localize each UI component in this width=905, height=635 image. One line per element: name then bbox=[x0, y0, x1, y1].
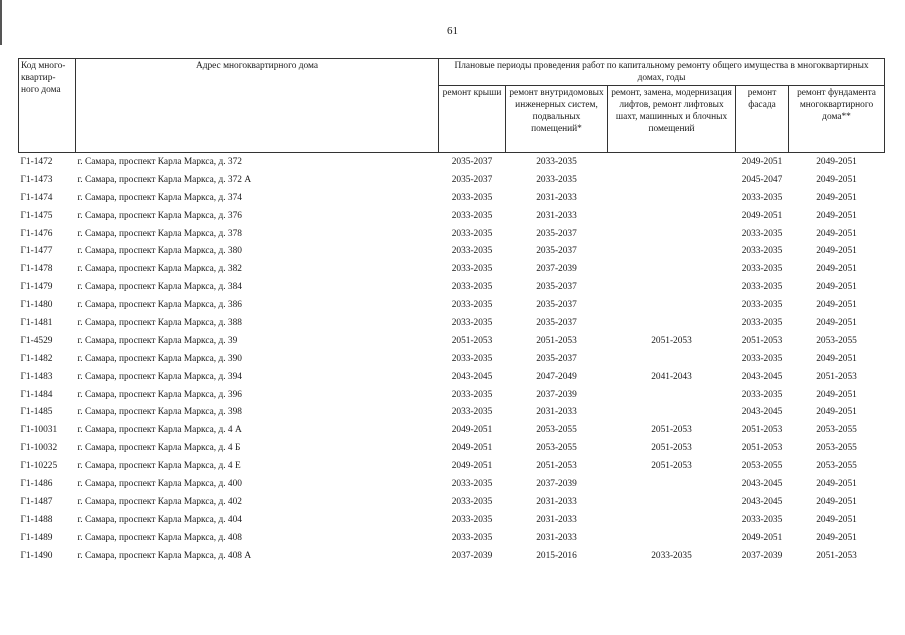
cell-foundation: 2049-2051 bbox=[816, 282, 857, 293]
cell-address: г. Самара, проспект Карла Маркса, д. 4 А bbox=[77, 425, 242, 436]
cell-code: Г1-1473 bbox=[20, 174, 53, 185]
table-row bbox=[19, 171, 885, 189]
cell-foundation: 2049-2051 bbox=[816, 317, 857, 328]
cell-code: Г1-1474 bbox=[20, 192, 53, 203]
cell-code: Г1-1477 bbox=[20, 246, 53, 257]
table-row bbox=[19, 189, 885, 207]
cell-address: г. Самара, проспект Карла Маркса, д. 398 bbox=[77, 407, 242, 418]
cell-facade: 2051-2053 bbox=[741, 425, 783, 436]
table-header bbox=[19, 59, 885, 153]
cell-lifts bbox=[608, 242, 736, 260]
capital-repair-table bbox=[18, 58, 885, 564]
cell-systems: 2037-2039 bbox=[536, 478, 577, 489]
cell-facade: 2037-2039 bbox=[741, 550, 783, 561]
cell-facade: 2043-2045 bbox=[741, 496, 783, 507]
table-row bbox=[19, 225, 885, 243]
cell-foundation: 2053-2055 bbox=[816, 335, 857, 346]
cell-roof: 2033-2035 bbox=[451, 389, 493, 400]
cell-systems: 2015-2016 bbox=[536, 550, 577, 561]
cell-code: Г1-1482 bbox=[20, 353, 53, 364]
cell-roof: 2033-2035 bbox=[451, 514, 493, 525]
cell-address: г. Самара, проспект Карла Маркса, д. 374 bbox=[77, 192, 242, 203]
cell-lifts bbox=[608, 475, 736, 493]
cell-facade: 2051-2053 bbox=[741, 335, 783, 346]
table-row bbox=[19, 278, 885, 296]
cell-address: г. Самара, проспект Карла Маркса, д. 386 bbox=[77, 300, 242, 311]
cell-systems: 2035-2037 bbox=[536, 300, 577, 311]
table-row bbox=[19, 475, 885, 493]
cell-roof: 2033-2035 bbox=[451, 478, 493, 489]
cell-code: Г1-1475 bbox=[20, 210, 53, 221]
page-edge-line bbox=[0, 0, 2, 45]
cell-roof: 2033-2035 bbox=[451, 300, 493, 311]
cell-systems: 2053-2055 bbox=[536, 443, 577, 454]
cell-lifts: 2033-2035 bbox=[651, 550, 692, 561]
cell-roof: 2033-2035 bbox=[451, 407, 493, 418]
cell-roof: 2033-2035 bbox=[451, 317, 493, 328]
table-row bbox=[19, 403, 885, 421]
cell-foundation: 2051-2053 bbox=[816, 550, 857, 561]
cell-roof: 2035-2037 bbox=[451, 156, 493, 167]
cell-foundation: 2049-2051 bbox=[816, 389, 857, 400]
cell-address: г. Самара, проспект Карла Маркса, д. 400 bbox=[77, 478, 242, 489]
table-row bbox=[19, 368, 885, 386]
cell-foundation: 2049-2051 bbox=[816, 156, 857, 167]
cell-roof: 2033-2035 bbox=[451, 496, 493, 507]
table-row bbox=[19, 457, 885, 475]
cell-lifts bbox=[608, 350, 736, 368]
cell-systems: 2053-2055 bbox=[536, 425, 577, 436]
table-row bbox=[19, 439, 885, 457]
cell-roof: 2033-2035 bbox=[451, 246, 493, 257]
table-row bbox=[19, 386, 885, 404]
cell-facade: 2033-2035 bbox=[741, 228, 783, 239]
cell-roof: 2033-2035 bbox=[451, 228, 493, 239]
cell-facade: 2033-2035 bbox=[741, 353, 783, 364]
cell-foundation: 2049-2051 bbox=[816, 353, 857, 364]
cell-address: г. Самара, проспект Карла Маркса, д. 388 bbox=[77, 317, 242, 328]
table-row bbox=[19, 529, 885, 547]
cell-foundation: 2049-2051 bbox=[816, 532, 857, 543]
table-row bbox=[19, 511, 885, 529]
table-body bbox=[19, 153, 885, 565]
cell-address: г. Самара, проспект Карла Маркса, д. 408 А bbox=[77, 550, 252, 561]
cell-lifts: 2051-2053 bbox=[651, 335, 692, 346]
cell-roof: 2049-2051 bbox=[451, 461, 493, 472]
cell-code: Г1-1481 bbox=[20, 317, 53, 328]
cell-foundation: 2053-2055 bbox=[816, 443, 857, 454]
cell-code: Г1-10032 bbox=[20, 443, 58, 454]
cell-foundation: 2051-2053 bbox=[816, 371, 857, 382]
cell-address: г. Самара, проспект Карла Маркса, д. 394 bbox=[77, 371, 242, 382]
cell-code: Г1-1472 bbox=[20, 156, 53, 167]
cell-roof: 2033-2035 bbox=[451, 353, 493, 364]
cell-code: Г1-1484 bbox=[20, 389, 53, 400]
cell-address: г. Самара, проспект Карла Маркса, д. 408 bbox=[77, 532, 242, 543]
cell-lifts: 2041-2043 bbox=[651, 371, 692, 382]
table-row bbox=[19, 207, 885, 225]
cell-roof: 2033-2035 bbox=[451, 282, 493, 293]
cell-code: Г1-1476 bbox=[20, 228, 53, 239]
cell-address: г. Самара, проспект Карла Маркса, д. 396 bbox=[77, 389, 242, 400]
header-roof: ремонт крыши bbox=[439, 86, 506, 153]
cell-facade: 2053-2055 bbox=[741, 461, 783, 472]
cell-roof: 2033-2035 bbox=[451, 210, 493, 221]
cell-systems: 2035-2037 bbox=[536, 246, 577, 257]
cell-roof: 2035-2037 bbox=[451, 174, 493, 185]
cell-code: Г1-1490 bbox=[20, 550, 53, 561]
cell-facade: 2033-2035 bbox=[741, 282, 783, 293]
cell-facade: 2049-2051 bbox=[741, 210, 783, 221]
table-row bbox=[19, 421, 885, 439]
cell-foundation: 2049-2051 bbox=[816, 300, 857, 311]
cell-lifts bbox=[608, 386, 736, 404]
cell-facade: 2033-2035 bbox=[741, 264, 783, 275]
cell-lifts bbox=[608, 225, 736, 243]
cell-roof: 2043-2045 bbox=[451, 371, 493, 382]
cell-systems: 2047-2049 bbox=[536, 371, 577, 382]
cell-facade: 2043-2045 bbox=[741, 478, 783, 489]
cell-foundation: 2049-2051 bbox=[816, 210, 857, 221]
cell-facade: 2049-2051 bbox=[741, 532, 783, 543]
cell-roof: 2033-2035 bbox=[451, 192, 493, 203]
cell-facade: 2043-2045 bbox=[741, 371, 783, 382]
table-row bbox=[19, 153, 885, 171]
cell-systems: 2031-2033 bbox=[536, 210, 577, 221]
table-row bbox=[19, 260, 885, 278]
cell-code: Г1-1487 bbox=[20, 496, 53, 507]
cell-lifts bbox=[608, 529, 736, 547]
cell-address: г. Самара, проспект Карла Маркса, д. 390 bbox=[77, 353, 242, 364]
cell-systems: 2033-2035 bbox=[536, 174, 577, 185]
cell-address: г. Самара, проспект Карла Маркса, д. 39 bbox=[77, 335, 238, 346]
cell-systems: 2031-2033 bbox=[536, 407, 577, 418]
cell-facade: 2045-2047 bbox=[741, 174, 783, 185]
cell-lifts bbox=[608, 153, 736, 171]
cell-systems: 2051-2053 bbox=[536, 461, 577, 472]
header-facade: ремонт фасада bbox=[736, 86, 789, 153]
cell-roof: 2037-2039 bbox=[451, 550, 493, 561]
cell-systems: 2035-2037 bbox=[536, 317, 577, 328]
cell-address: г. Самара, проспект Карла Маркса, д. 4 Е bbox=[77, 461, 241, 472]
cell-facade: 2033-2035 bbox=[741, 300, 783, 311]
cell-code: Г1-1486 bbox=[20, 478, 53, 489]
cell-address: г. Самара, проспект Карла Маркса, д. 372 bbox=[77, 156, 242, 167]
cell-foundation: 2049-2051 bbox=[816, 174, 857, 185]
cell-lifts bbox=[608, 189, 736, 207]
cell-systems: 2037-2039 bbox=[536, 389, 577, 400]
cell-code: Г1-1483 bbox=[20, 371, 53, 382]
table-row bbox=[19, 547, 885, 565]
cell-facade: 2033-2035 bbox=[741, 192, 783, 203]
cell-address: г. Самара, проспект Карла Маркса, д. 382 bbox=[77, 264, 242, 275]
header-periods: Плановые периоды проведения работ по капитальному ремонту общего имущества в многоквартирных домах, годы bbox=[439, 59, 885, 86]
cell-code: Г1-1478 bbox=[20, 264, 53, 275]
cell-systems: 2035-2037 bbox=[536, 228, 577, 239]
cell-foundation: 2049-2051 bbox=[816, 264, 857, 275]
cell-roof: 2033-2035 bbox=[451, 532, 493, 543]
cell-address: г. Самара, проспект Карла Маркса, д. 378 bbox=[77, 228, 242, 239]
cell-address: г. Самара, проспект Карла Маркса, д. 404 bbox=[77, 514, 242, 525]
cell-foundation: 2049-2051 bbox=[816, 192, 857, 203]
cell-address: г. Самара, проспект Карла Маркса, д. 384 bbox=[77, 282, 242, 293]
cell-systems: 2035-2037 bbox=[536, 282, 577, 293]
cell-lifts bbox=[608, 260, 736, 278]
cell-facade: 2049-2051 bbox=[741, 156, 783, 167]
cell-systems: 2031-2033 bbox=[536, 514, 577, 525]
cell-systems: 2033-2035 bbox=[536, 156, 577, 167]
page-number: 61 bbox=[447, 25, 458, 37]
table-row bbox=[19, 350, 885, 368]
header-code: Код много-квартир-ного дома bbox=[19, 59, 76, 153]
cell-systems: 2031-2033 bbox=[536, 532, 577, 543]
cell-roof: 2049-2051 bbox=[451, 425, 493, 436]
cell-lifts bbox=[608, 207, 736, 225]
cell-facade: 2033-2035 bbox=[741, 246, 783, 257]
table-row bbox=[19, 332, 885, 350]
cell-lifts bbox=[608, 314, 736, 332]
cell-foundation: 2049-2051 bbox=[816, 478, 857, 489]
header-address: Адрес многоквартирного дома bbox=[76, 59, 439, 153]
cell-lifts bbox=[608, 493, 736, 511]
cell-facade: 2051-2053 bbox=[741, 443, 783, 454]
cell-code: Г1-1479 bbox=[20, 282, 53, 293]
cell-code: Г1-1489 bbox=[20, 532, 53, 543]
cell-address: г. Самара, проспект Карла Маркса, д. 4 Б bbox=[77, 443, 241, 454]
cell-code: Г1-1488 bbox=[20, 514, 53, 525]
table-row bbox=[19, 242, 885, 260]
cell-address: г. Самара, проспект Карла Маркса, д. 380 bbox=[77, 246, 242, 257]
cell-foundation: 2053-2055 bbox=[816, 425, 857, 436]
table-row bbox=[19, 493, 885, 511]
header-lifts: ремонт, замена, модернизация лифтов, ремонт лифтовых шахт, машинных и блочных помещений bbox=[608, 86, 736, 153]
cell-systems: 2051-2053 bbox=[536, 335, 577, 346]
cell-foundation: 2049-2051 bbox=[816, 407, 857, 418]
cell-address: г. Самара, проспект Карла Маркса, д. 372 А bbox=[77, 174, 252, 185]
cell-systems: 2031-2033 bbox=[536, 192, 577, 203]
cell-address: г. Самара, проспект Карла Маркса, д. 402 bbox=[77, 496, 242, 507]
cell-systems: 2037-2039 bbox=[536, 264, 577, 275]
cell-foundation: 2053-2055 bbox=[816, 461, 857, 472]
cell-facade: 2033-2035 bbox=[741, 514, 783, 525]
cell-foundation: 2049-2051 bbox=[816, 228, 857, 239]
cell-lifts: 2051-2053 bbox=[651, 425, 692, 436]
cell-roof: 2049-2051 bbox=[451, 443, 493, 454]
cell-systems: 2031-2033 bbox=[536, 496, 577, 507]
cell-facade: 2033-2035 bbox=[741, 389, 783, 400]
cell-address: г. Самара, проспект Карла Маркса, д. 376 bbox=[77, 210, 242, 221]
cell-code: Г1-4529 bbox=[20, 335, 53, 346]
cell-foundation: 2049-2051 bbox=[816, 246, 857, 257]
cell-lifts bbox=[608, 171, 736, 189]
table-row bbox=[19, 296, 885, 314]
cell-lifts: 2051-2053 bbox=[651, 461, 692, 472]
cell-code: Г1-10031 bbox=[20, 425, 58, 436]
cell-foundation: 2049-2051 bbox=[816, 496, 857, 507]
table-row bbox=[19, 314, 885, 332]
cell-lifts: 2051-2053 bbox=[651, 443, 692, 454]
cell-lifts bbox=[608, 403, 736, 421]
cell-facade: 2033-2035 bbox=[741, 317, 783, 328]
header-foundation: ремонт фундамента многоквартирного дома** bbox=[789, 86, 885, 153]
cell-roof: 2033-2035 bbox=[451, 264, 493, 275]
header-systems: ремонт внутридомовых инженерных систем, подвальных помещений* bbox=[506, 86, 608, 153]
cell-code: Г1-10225 bbox=[20, 461, 58, 472]
cell-lifts bbox=[608, 278, 736, 296]
cell-lifts bbox=[608, 296, 736, 314]
cell-facade: 2043-2045 bbox=[741, 407, 783, 418]
cell-code: Г1-1485 bbox=[20, 407, 53, 418]
cell-roof: 2051-2053 bbox=[451, 335, 493, 346]
cell-lifts bbox=[608, 511, 736, 529]
cell-foundation: 2049-2051 bbox=[816, 514, 857, 525]
cell-systems: 2035-2037 bbox=[536, 353, 577, 364]
cell-code: Г1-1480 bbox=[20, 300, 53, 311]
